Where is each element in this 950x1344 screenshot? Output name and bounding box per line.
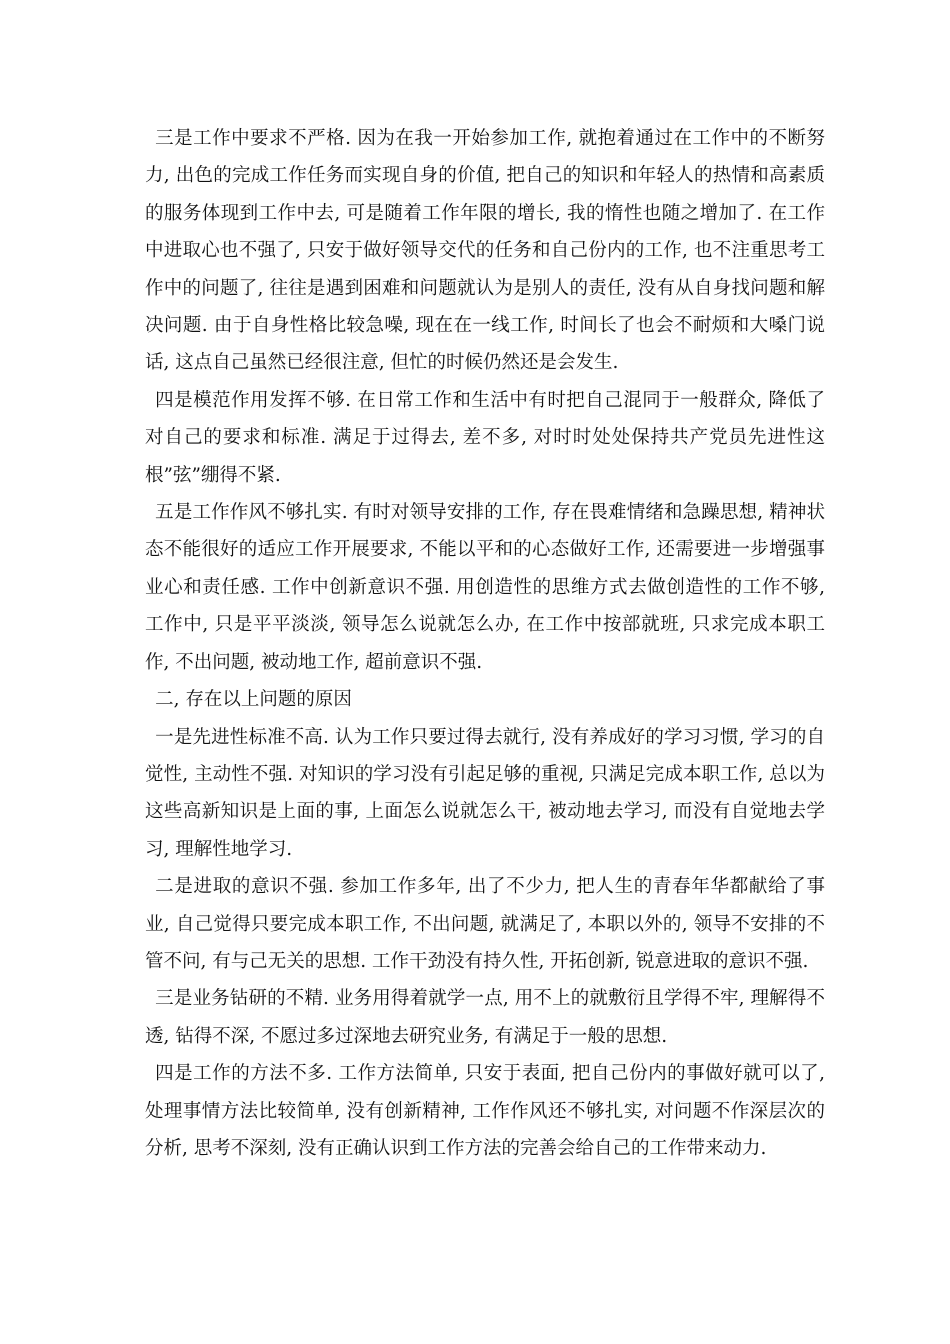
paragraph-role-model: 四是模范作用发挥不够. 在日常工作和生活中有时把自己混同于一般群众, 降低了对自己的要求和标准. 满足于过得去, 差不多, 对时时处处保持共产党员先进性这根”弦”绷得不紧. [145, 389, 825, 486]
paragraph-work-methods: 四是工作的方法不多. 工作方法简单, 只安于表面, 把自己份内的事做好就可以了, 处理事情方法比较简单, 没有创新精神, 工作作风还不够扎实, 对问题不作深层次的分析, 思考不深刻, 没有正确认识到工作方法的完善会给自己的工作带来动力. [145, 1063, 825, 1159]
section-heading-causes: 二, 存在以上问题的原因 [155, 689, 352, 711]
paragraph-strictness: 三是工作中要求不严格. 因为在我一开始参加工作, 就抱着通过在工作中的不断努力, 出色的完成工作任务而实现自身的价值, 把自己的知识和年轻人的热情和高素质的服务体现到工作中去, 可是随着工作年限的增长, 我的惰性也随之增加了. 在工作中进取心也不强了, 只安于做好领导交代的任务和自己份内的工作, 也不注重思考工作中的问题了, 往往是遇到困难和问题就认为是别人的责任, 没有从自身找问题和解决问题. 由于自身性格比较急噪, 现在在一线工作, 时间长了也会不耐烦和大嗓门说话, 这点自己虽然已经很注意, 但忙的时候仍然还是会发生. [145, 128, 825, 374]
paragraph-enterprising: 二是进取的意识不强. 参加工作多年, 出了不少力, 把人生的青春年华都献给了事业, 自己觉得只要完成本职工作, 不出问题, 就满足了, 本职以外的, 领导不安排的不管不问, 有与己无关的思想. 工作干劲没有持久性, 开拓创新, 锐意进取的意识不强. [145, 876, 825, 972]
paragraph-standards: 一是先进性标准不高. 认为工作只要过得去就行, 没有养成好的学习习惯, 学习的自觉性, 主动性不强. 对知识的学习没有引起足够的重视, 只满足完成本职工作, 总以为这些高新知识是上面的事, 上面怎么说就怎么干, 被动地去学习, 而没有自觉地去学习, 理解性地学习. [145, 726, 825, 860]
paragraph-business-study: 三是业务钻研的不精. 业务用得着就学一点, 用不上的就敷衍且学得不牢, 理解得不透, 钻得不深, 不愿过多过深地去研究业务, 有满足于一般的思想. [145, 988, 825, 1047]
document-body [145, 120, 825, 1167]
paragraph-work-style: 五是工作作风不够扎实. 有时对领导安排的工作, 存在畏难情绪和急躁思想, 精神状态不能很好的适应工作开展要求, 不能以平和的心态做好工作, 还需要进一步增强事业心和责任感. 工作中创新意识不强. 用创造性的思维方式去做创造性的工作不够, 工作中, 只是平平淡淡, 领导怎么说就怎么办, 在工作中按部就班, 只求完成本职工作, 不出问题, 被动地工作, 超前意识不强. [145, 502, 825, 673]
